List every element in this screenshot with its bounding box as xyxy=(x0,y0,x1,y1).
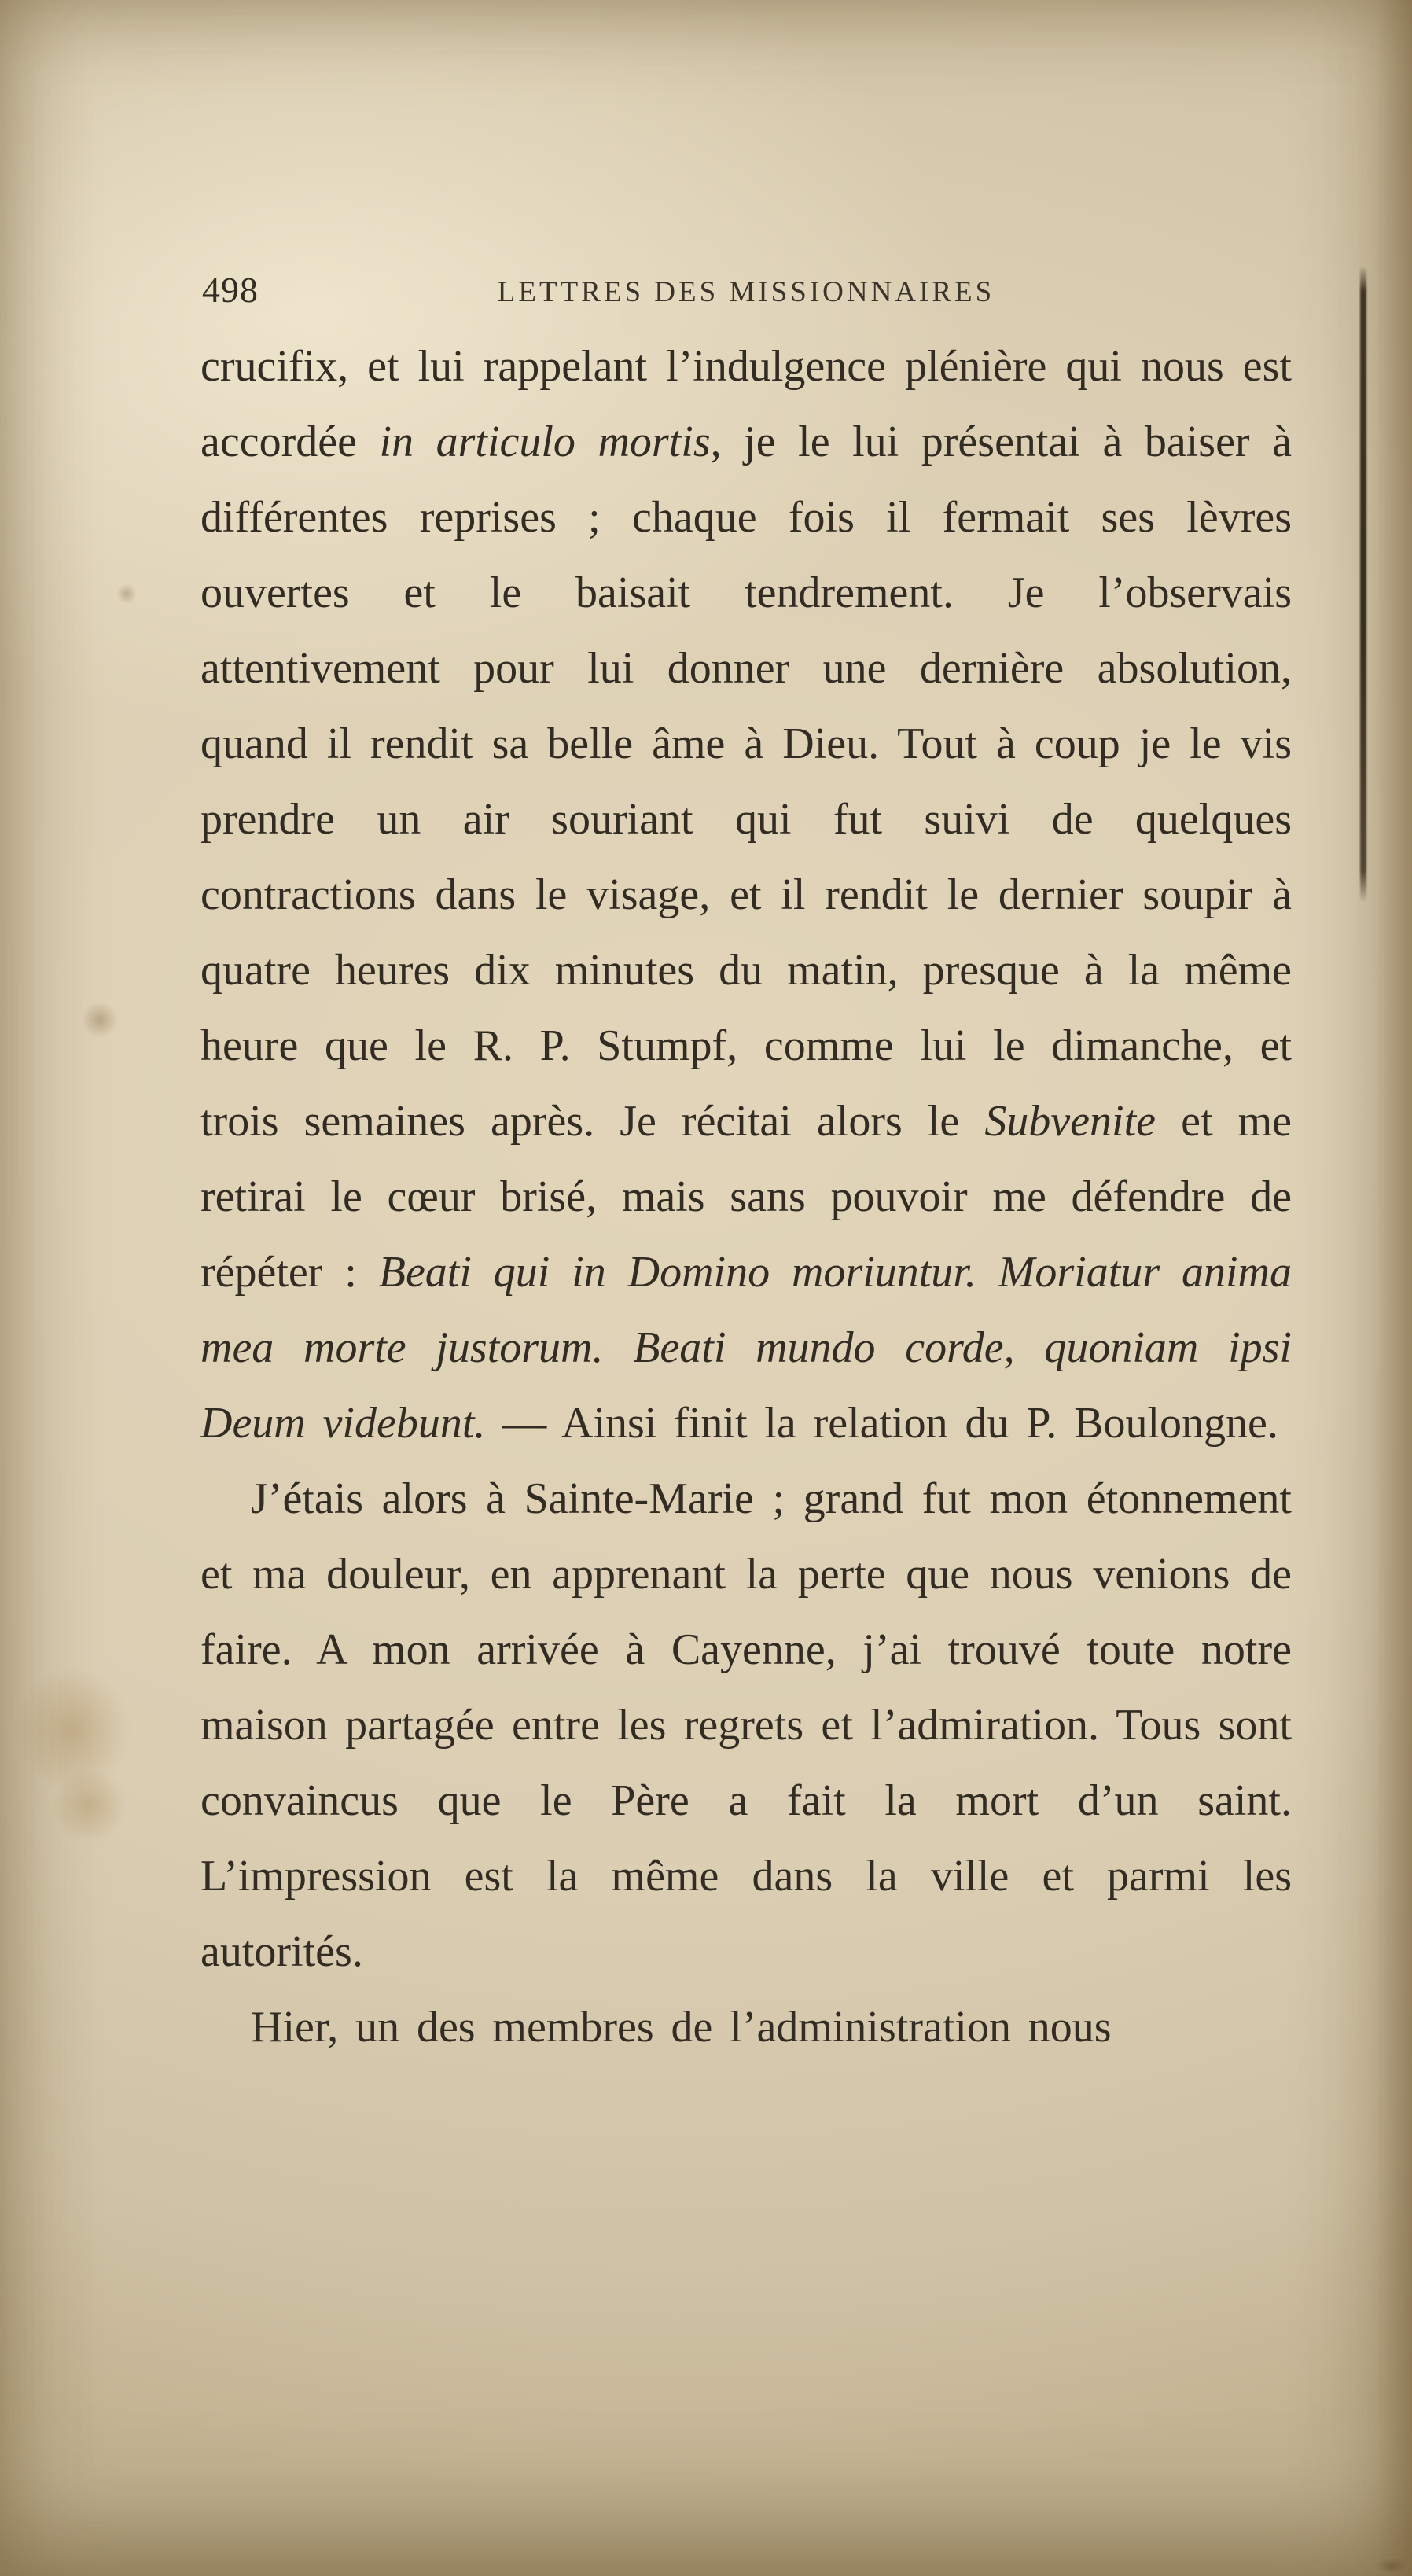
page-body xyxy=(200,329,1292,2065)
text-segment: , je le lui présentai à baiser à différentes reprises ; chaque fois il fermait ses lèvres ouvertes et le baisait tendrement. Je l’observais attentivement pour lui donner une dernière absolution, quand il rendit sa belle âme à Dieu. Tout à coup je le vis prendre un air souriant qui fut suivi de quelques contractions dans le visage, et il rendit le dernier soupir à quatre heures dix minutes du matin, presque à la même heure que le R. P. Stumpf, comme lui le dimanche, et trois semaines après. Je récitai alors le xyxy=(200,418,1292,1146)
paragraph-relation xyxy=(200,329,1292,1461)
paper-stain xyxy=(52,1768,127,1842)
page-content xyxy=(200,269,1292,2065)
paragraph-sainte-marie xyxy=(200,1461,1292,1989)
text-segment: et me retirai le cœur brisé, mais sans pouvoir me défendre de répéter : xyxy=(200,1097,1292,1297)
latin-phrase-in-articulo-mortis: in articulo mortis xyxy=(379,418,711,466)
running-title: LETTRES DES MISSIONNAIRES xyxy=(497,276,995,308)
bottom-corner-shadow xyxy=(1003,2372,1412,2576)
page-header xyxy=(200,269,1292,315)
right-edge-shadow xyxy=(1376,0,1412,2576)
text-segment: crucifix, et lui rappelant l’indulgence plénière qui nous est accordée xyxy=(200,342,1292,466)
paper-stain xyxy=(116,583,137,604)
paper-stain xyxy=(82,1002,118,1038)
text-segment: Hier, un des membres de l’administration nous xyxy=(251,2003,1112,2052)
text-segment: J’étais alors à Sainte-Marie ; grand fut mon étonnement et ma douleur, en apprenant la perte que nous venions de faire. A mon arrivée à Cayenne, j’ai trouvé toute notre maison partagée entre les regrets et l’admiration. Tous sont convaincus que le Père a fait la mort d’un saint. L’impression est la même dans la ville et parmi les autorités. xyxy=(200,1474,1292,1976)
page-edge-line xyxy=(1360,266,1366,903)
page-number: 498 xyxy=(202,270,259,310)
paragraph-hier xyxy=(200,1989,1292,2065)
latin-phrase-subvenite: Subvenite xyxy=(984,1097,1156,1146)
latin-phrase-beati: Beati qui in Domino moriuntur. Moriatur anima mea morte justorum. Beati mundo corde, quoniam ipsi Deum videbunt. xyxy=(200,1248,1292,1448)
text-segment: — Ainsi finit la relation du P. Boulongne. xyxy=(485,1399,1278,1448)
paper-stain xyxy=(14,1667,132,1793)
